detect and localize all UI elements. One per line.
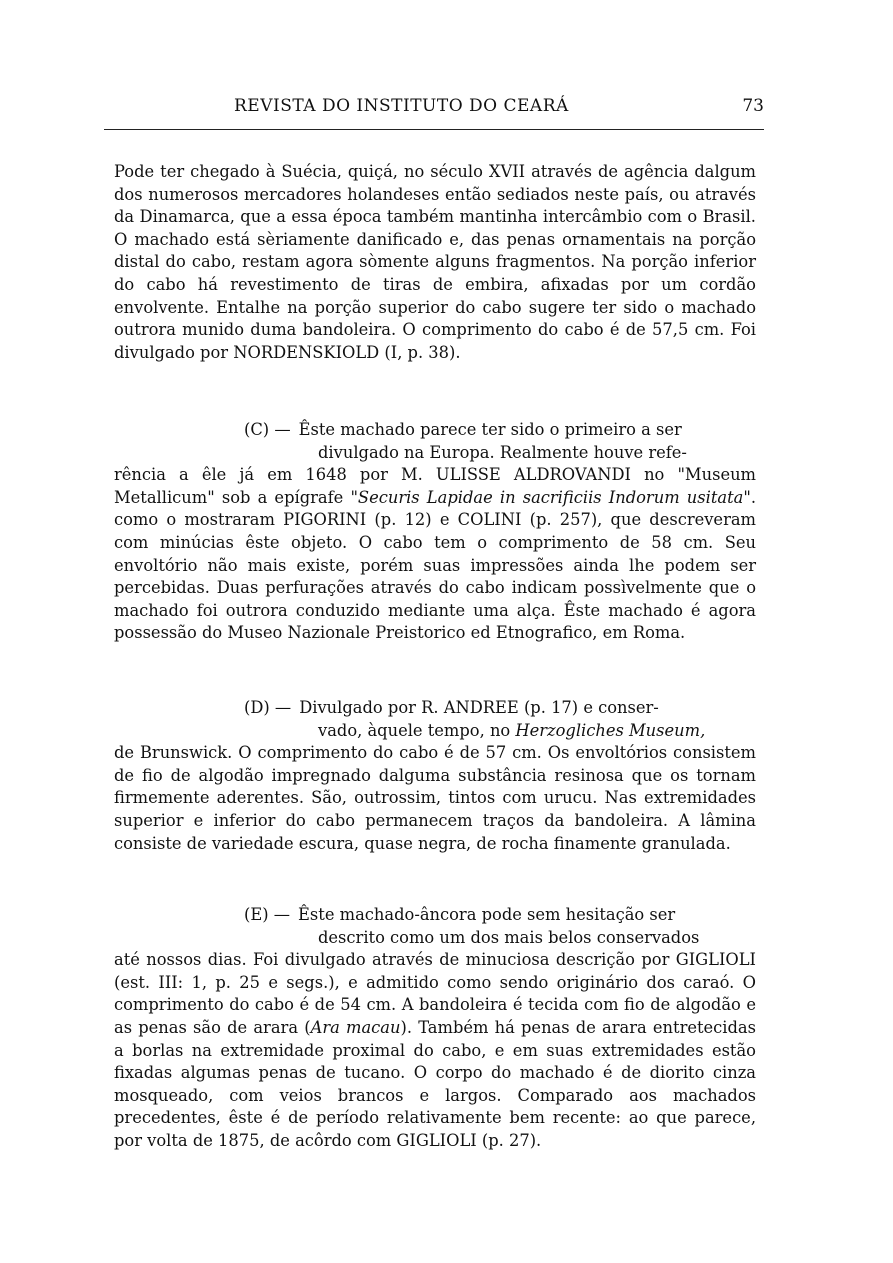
section-c-line1: Êste machado parece ter sido o primeiro a ser — [298, 420, 682, 439]
section-d-line2-italic: Herzogliches Museum, — [515, 720, 706, 740]
section-c-first-line — [114, 419, 756, 442]
section-c-body-a: rência a êle já em 1648 por M. ULISSE ALDROVANDI no "Museum Metallicum" sob a epígrafe — [114, 465, 756, 507]
page-header — [104, 96, 764, 120]
section-e-body — [114, 949, 756, 1152]
section-d — [114, 697, 756, 855]
header-rule — [104, 129, 764, 130]
section-c-body — [114, 464, 756, 645]
paragraph-intro — [114, 161, 756, 364]
section-c-italic: "Securis Lapidae in sacrificiis Indorum usitata" — [350, 487, 751, 507]
section-e-line1: Êste machado-âncora pode sem hesitação ser — [298, 905, 676, 924]
page-number: 73 — [742, 96, 764, 116]
section-c-second-line: divulgado na Europa. Realmente houve refe- — [318, 442, 687, 462]
section-e-italic: Ara macau — [310, 1017, 401, 1037]
section-e-label: (E) — — [244, 905, 291, 924]
section-d-label: (D) — — [244, 698, 292, 717]
section-e-body-a: até nossos dias. Foi divulgado através de minuciosa descrição por GIGLIOLI (est. III: 1, p. 25 e segs.), e admitido como sendo originário dos caraó. O comprimento do cabo é de 54 cm. A bandoleira é tecida com fio de algodão e as penas são de arara ( — [114, 950, 756, 1037]
section-c — [114, 419, 756, 645]
section-c-label: (C) — — [244, 420, 291, 439]
section-d-line1: Divulgado por R. ANDREE (p. 17) e conser- — [299, 698, 659, 717]
section-d-first-line — [114, 697, 756, 720]
running-title: REVISTA DO INSTITUTO DO CEARÁ — [234, 96, 569, 116]
section-e-first-line — [114, 904, 756, 927]
section-e — [114, 904, 756, 1153]
section-d-body: de Brunswick. O comprimento do cabo é de 57 cm. Os envoltórios consistem de fio de algodão impregnado dalguma substância resinosa que os tornam firmemente aderentes. São, outrossim, tintos com urucu. Nas extremidades superior e inferior do cabo permanecem traços da bandoleira. A lâmina consiste de variedade escura, quase negra, de rocha finamente granulada. — [114, 743, 756, 853]
paragraph-text: Pode ter chegado à Suécia, quiçá, no século XVII através de agência dalgum dos numerosos mercadores holandeses então sediados neste país, ou através da Dinamarca, que a essa época também mantinha intercâmbio com o Brasil. O machado está sèriamente danificado e, das penas ornamentais na porção distal do cabo, restam agora sòmente alguns fragmentos. Na porção inferior do cabo há revestimento de tiras de embira, afixadas por um cordão envolvente. Entalhe na porção superior do cabo sugere ter sido o machado outrora munido duma bandoleira. O comprimento do cabo é de 57,5 cm. Foi divulgado por NORDENSKIOLD (I, p. 38). — [114, 162, 756, 362]
section-c-body-b: . como o mostraram PIGORINI (p. 12) e COLINI (p. 257), que descreveram com minúcias êste objeto. O cabo tem o comprimento de 58 cm. Seu envoltório não mais existe, porém suas impressões ainda lhe podem ser percebidas. Duas perfurações através do cabo indicam possìvelmente que o machado foi outrora conduzido mediante uma alça. Êste machado é agora possessão do Museo Nazionale Preistorico ed Etnografico, em Roma. — [114, 487, 756, 643]
section-e-second-line: descrito como um dos mais belos conservados — [318, 927, 700, 947]
section-d-second-line — [114, 720, 756, 743]
section-d-line2-a: vado, àquele tempo, no — [318, 720, 516, 740]
section-e-body-b: ). Também há penas de arara entretecidas a borlas na extremidade proximal do cabo, e em suas extremidades estão fixadas algumas penas de tucano. O corpo do machado é de diorito cinza mosqueado, com veios brancos e largos. Comparado aos machados precedentes, êste é de período relativamente bem recente: ao que parece, por volta de 1875, de acôrdo com GIGLIOLI (p. 27). — [114, 1017, 756, 1150]
